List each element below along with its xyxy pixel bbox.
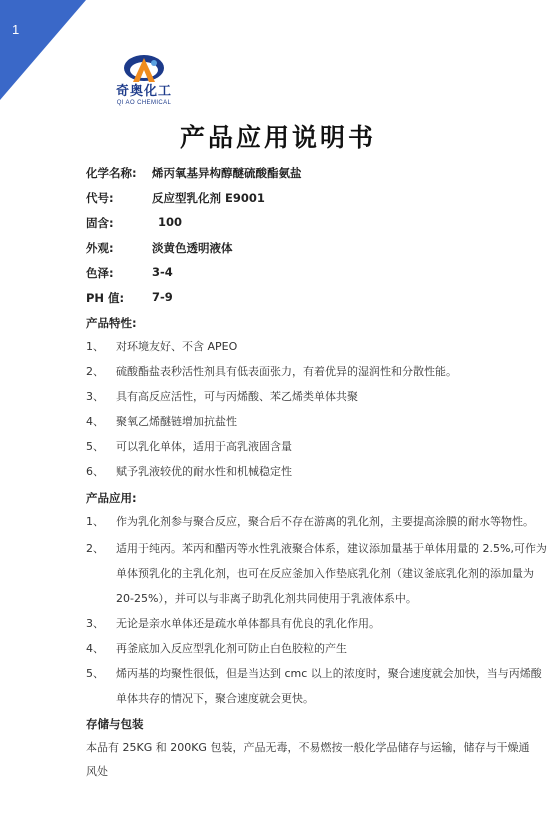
- logo-name-en: QI AO CHEMICAL: [116, 100, 172, 106]
- spec-value: 3-4: [152, 265, 173, 279]
- page-number: 1: [12, 22, 20, 37]
- feature-text: 聚氧乙烯醚链增加抗盐性: [116, 415, 237, 428]
- logo-name-cn: 奇奥化工: [115, 84, 172, 99]
- spec-value: 淡黄色透明液体: [152, 241, 233, 255]
- feature-number: 5、: [86, 440, 104, 453]
- application-number: 1、: [86, 515, 104, 528]
- spec-label: PH 值:: [86, 291, 125, 305]
- feature-text: 具有高反应活性，可与丙烯酸、苯乙烯类单体共聚: [116, 390, 358, 403]
- feature-number: 6、: [86, 465, 104, 478]
- spec-label: 固含:: [86, 216, 114, 230]
- application-text-line: 烯丙基的均聚性很低，但是当达到 cmc 以上的浓度时，聚合速度就会加快，当与丙烯酸: [116, 667, 542, 680]
- application-text-line: 适用于纯丙。苯丙和醋丙等水性乳液聚合体系，建议添加量基于单体用量的 2.5%,可作为: [116, 542, 547, 555]
- feature-number: 1、: [86, 340, 104, 353]
- applications-heading: 产品应用:: [86, 491, 137, 505]
- feature-text: 对环境友好、不含 APEO: [116, 340, 238, 353]
- feature-number: 2、: [86, 365, 104, 378]
- spec-value: 100: [158, 215, 183, 229]
- application-number: 3、: [86, 617, 104, 630]
- feature-text: 可以乳化单体，适用于高乳液固含量: [116, 440, 292, 453]
- storage-heading: 存储与包装: [86, 717, 144, 731]
- storage-text-line: 风处: [86, 765, 108, 778]
- application-number: 2、: [86, 542, 104, 555]
- spec-value: 7-9: [152, 290, 173, 304]
- application-text-line: 单体预乳化的主乳化剂，也可在反应釜加入作垫底乳化剂（建议釜底乳化剂的添加量为: [116, 567, 534, 580]
- application-text-line: 20-25%），并可以与非离子助乳化剂共同使用于乳液体系中。: [116, 592, 417, 605]
- spec-label: 代号:: [86, 191, 114, 205]
- spec-label: 外观:: [86, 241, 114, 255]
- spec-value: 反应型乳化剂 E9001: [152, 191, 265, 205]
- spec-label: 色泽:: [86, 266, 114, 280]
- logo-emblem-icon: [119, 52, 169, 84]
- application-text-line: 单体共存的情况下，聚合速度就会更快。: [116, 692, 314, 705]
- corner-triangle: [0, 0, 86, 100]
- application-number: 4、: [86, 642, 104, 655]
- application-text: 再釜底加入反应型乳化剂可防止白色胶粒的产生: [116, 642, 347, 655]
- feature-text: 硫酸酯盐表秒活性剂具有低表面张力，有着优异的湿润性和分散性能。: [116, 365, 457, 378]
- spec-label: 化学名称:: [86, 166, 137, 180]
- company-logo: [106, 52, 182, 107]
- spec-value: 烯丙氧基异构醇醚硫酸酯氨盐: [152, 166, 302, 180]
- feature-number: 4、: [86, 415, 104, 428]
- application-number: 5、: [86, 667, 104, 680]
- application-text: 作为乳化剂参与聚合反应，聚合后不存在游离的乳化剂，主要提高涂膜的耐水等物性。: [116, 515, 534, 528]
- feature-text: 赋予乳液较优的耐水性和机械稳定性: [116, 465, 292, 478]
- application-text: 无论是亲水单体还是疏水单体都具有优良的乳化作用。: [116, 617, 380, 630]
- page-title: 产品应用说明书: [179, 123, 376, 152]
- storage-text-line: 本品有 25KG 和 200KG 包装，产品无毒，不易燃按一般化学品储存与运输，储存与干燥通: [86, 741, 530, 754]
- features-heading: 产品特性:: [86, 316, 137, 330]
- feature-number: 3、: [86, 390, 104, 403]
